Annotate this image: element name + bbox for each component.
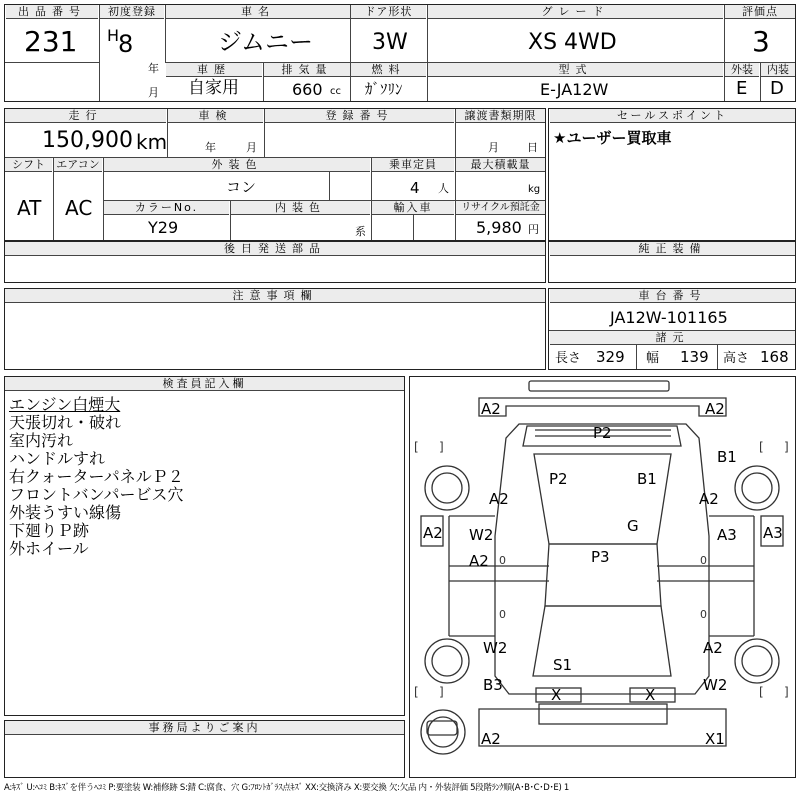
mark-rear-bumper-right: X1 [705,730,725,748]
grade: XS 4WD [528,30,617,55]
transfer-month-unit: 月 [488,141,499,154]
transfer-day-unit: 日 [527,141,538,154]
mark-roof: P3 [591,548,610,566]
capacity-label: 乗車定員 [372,158,454,172]
note-line: フロントバンパービス穴 [9,485,184,504]
sales-point: ★ユーザー買取車 [553,129,672,147]
note-line: 外ホイール [9,539,89,558]
mark-hood-left: P2 [549,470,568,488]
mark-rear-bumper-left: A2 [481,730,501,748]
chassis-number: JA12W-101165 [610,308,728,327]
color: コン [226,178,257,196]
exterior-label: 外装 [725,63,759,77]
lot-number: 231 [24,25,78,58]
note-line: ハンドルすれ [9,449,106,468]
svg-text:[: [ [414,685,419,699]
genuine-label: 純正装備 [550,242,795,256]
legend: A:ｷｽﾞ U:ﾍｺﾐ B:ｷｽﾞを伴うﾍｺﾐ P:要塗装 W:補修跡 S:錆 C:腐食、穴 G:ﾌﾛﾝﾄｶﾞﾗｽ点ｷｽﾞ XX:交換済み X:要交換 欠:欠品 内・外装評価 5段階ﾗﾝｸ順(A･B･C･D･E) 1 [4,783,570,793]
mark-zero: 0 [499,608,506,621]
mark-rear-glass: S1 [553,656,573,674]
mark-zero: 0 [700,608,707,621]
import-label: 輸入車 [372,201,454,215]
svg-text:[: [ [759,685,764,699]
shift-label: シフト [5,158,52,172]
sales-point-box [548,108,796,241]
svg-text:]: ] [784,685,789,699]
mileage: 150,900 [42,128,133,153]
era: H [107,26,120,45]
car-name: ジムニー [218,28,314,56]
int-color-label: 内装色 [231,201,370,215]
length: 329 [596,348,625,366]
mark-zero: 0 [499,554,506,567]
capacity-unit: 人 [438,182,449,195]
recycle-fee: 5,980 [476,218,522,237]
mark-glass: G [627,517,639,535]
first-reg-label: 初度登録 [100,5,164,19]
first-reg-year: 8 [118,30,134,58]
load-label: 最大積載量 [456,158,545,172]
fuel: ｶﾞｿﾘﾝ [365,80,403,98]
year-unit: 年 [148,62,159,75]
mark-zero: 0 [700,554,707,567]
note-line: 右クォーターパネルＰ２ [9,467,184,486]
capacity: 4 [410,179,420,197]
later-parts-label: 後日発送部品 [5,242,545,256]
model-label: 型式 [428,63,723,77]
color-no: Y29 [148,218,179,237]
ac: AC [65,196,93,220]
svg-text:[: [ [759,440,764,454]
length-label: 長さ [555,351,582,366]
inspector-notes [9,396,184,558]
mark-hood-right: B1 [637,470,657,488]
recycle-label: リサイクル預託金 [456,201,545,215]
caution-label: 注意事項欄 [5,289,545,303]
specs-label: 諸元 [550,331,795,345]
svg-text:]: ] [784,440,789,454]
door-type: 3W [372,30,408,55]
mark-front-right-fender: A2 [699,490,719,508]
inspection-month-unit: 月 [246,141,257,154]
fuel-label: 燃料 [351,63,426,77]
mark-left-front-door-a: W2 [469,526,494,544]
svg-text:]: ] [439,685,444,699]
mark-lamp-left: X [551,686,562,704]
mark-right-mirror: A3 [763,524,783,542]
mark-right-rear-quarter: A2 [703,639,723,657]
reg-no-label: 登録番号 [265,109,454,123]
mark-front-right: A2 [705,400,725,418]
mark-rear-left: B3 [483,676,503,694]
recycle-unit: 円 [528,223,539,236]
svg-text:[: [ [414,440,419,454]
shift: AT [17,196,42,220]
mark-lamp-right: X [645,686,656,704]
displacement-label: 排気量 [264,63,350,77]
mark-left-front-door-b: A2 [469,552,489,570]
color-label: 外装色 [104,158,370,172]
mark-right-front-door: A3 [717,526,737,544]
ac-label: エアコン [54,158,102,172]
interior-label: 内装 [761,63,795,77]
note-line: 室内汚れ [9,431,74,450]
car-damage-diagram [409,376,796,778]
history: 自家用 [188,78,239,98]
sales-point-label: セールスポイント [550,109,795,123]
inspection-label: 車検 [168,109,263,123]
note-line: 天張切れ・破れ [9,413,122,432]
mileage-label: 走行 [5,109,166,123]
office-label: 事務局よりご案内 [5,721,404,735]
lot-label: 出品番号 [6,5,98,19]
inspection-year-unit: 年 [205,141,216,154]
int-color-unit: 系 [355,225,366,238]
model: E-JA12W [540,80,609,99]
svg-text:]: ] [439,440,444,454]
load-unit: kg [528,184,541,195]
displacement: 660 [292,80,323,99]
mileage-unit: km [136,130,168,154]
mark-front-right-wheel: B1 [717,448,737,466]
height: 168 [760,348,789,366]
mark-left-rear-wheel: W2 [483,639,508,657]
mark-windshield: P2 [593,424,612,442]
chassis-label: 車台番号 [550,289,795,303]
mark-right-rear-wheel: W2 [703,676,728,694]
inspector-label: 検査員記入欄 [5,377,404,391]
exterior-grade: E [736,78,748,99]
color-no-label: カラーNo. [104,201,229,215]
mark-front-left-fender: A2 [489,490,509,508]
displacement-unit: cc [330,86,341,97]
note-line: 下廻りＰ跡 [9,521,90,540]
height-label: 高さ [723,351,750,366]
interior-grade: D [770,78,784,99]
car-name-label: 車名 [166,5,350,19]
width-label: 幅 [646,351,660,366]
mark-left-mirror: A2 [423,524,443,542]
score-value: 3 [752,25,770,58]
score-label: 評価点 [725,5,795,19]
grade-label: グレード [428,5,723,19]
note-line: エンジン白煙大 [9,395,121,414]
history-label: 車歴 [166,63,262,77]
month-unit: 月 [148,86,159,99]
mark-front-left: A2 [481,400,501,418]
width: 139 [680,348,709,366]
door-label: ドア形状 [351,5,426,19]
note-line: 外装うすい線傷 [9,503,122,522]
transfer-label: 譲渡書類期限 [456,109,545,123]
